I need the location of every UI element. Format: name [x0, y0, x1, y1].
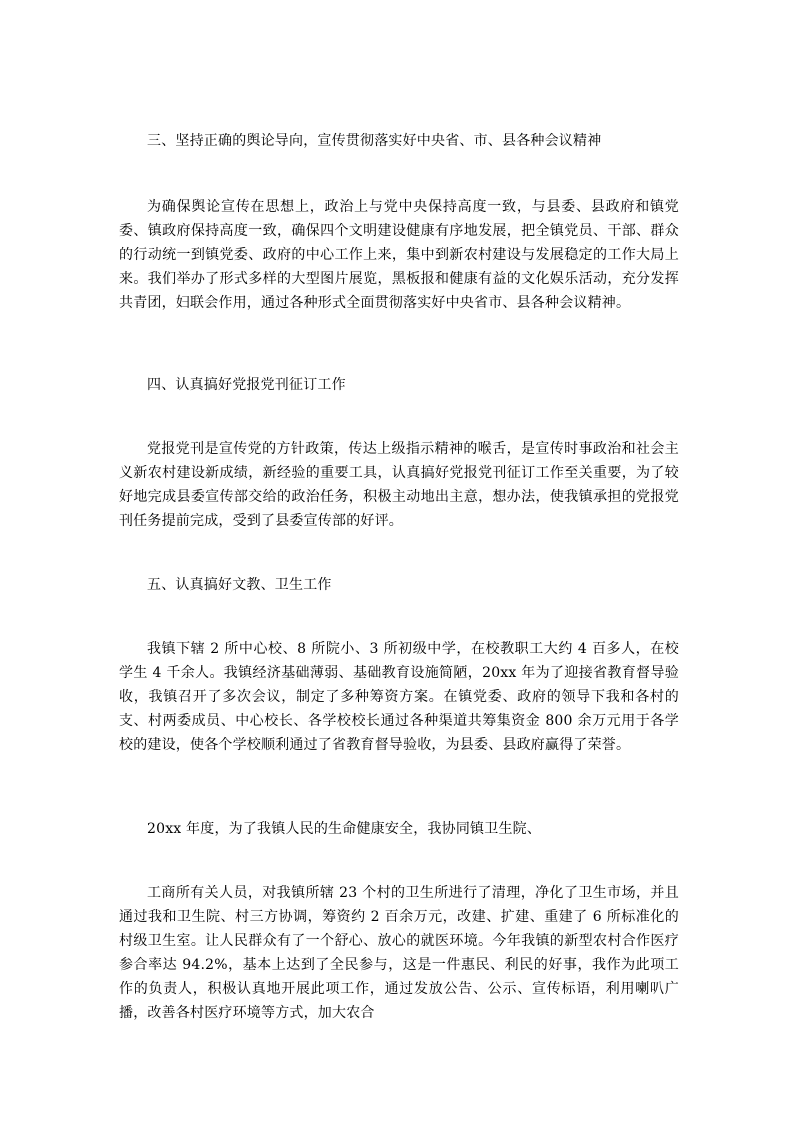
paragraph-party-newspapers: 党报党刊是宣传党的方针政策，传达上级指示精神的喉舌，是宣传时事政治和社会主义新农村建设新成绩，新经验的重要工具，认真搞好党报党刊征订工作至关重要，为了较好地完成县委宣传部交给的政治任务，积极主动地出主意，想办法，使我镇承担的党报党刊任务提前完成，受到了县委宣传部的好评。: [119, 441, 679, 529]
paragraph-public-opinion: 为确保舆论宣传在思想上，政治上与党中央保持高度一致，与县委、县政府和镇党委、镇政府保持高度一致，确保四个文明建设健康有序地发展，把全镇党员、干部、群众的行动统一到镇党委、政府的中心工作上来，集中到新农村建设与发展稳定的工作大局上来。我们举办了形式多样的大型图片展览，黑板报和健康有益的文化娱乐活动，充分发挥共青团，妇联会作用，通过各种形式全面贯彻落实好中央省市、县各种会议精神。: [119, 199, 679, 311]
section-heading-3: 三、坚持正确的舆论导向，宣传贯彻落实好中央省、市、县各种会议精神: [147, 133, 602, 149]
section-heading-5: 五、认真搞好文教、卫生工作: [147, 577, 332, 593]
paragraph-education: 我镇下辖 2 所中心校、8 所院小、3 所初级中学，在校教职工大约 4 百多人，在校学生 4 千余人。我镇经济基础薄弱、基础教育设施简陋，20xx 年为了迎接省教育督导验收，我镇召开了多次会议，制定了多种筹资方案。在镇党委、政府的领导下我和各村的支、村两委成员、中心校长、各学校校长通过各种渠道共筹集资金 800 余万元用于各学校的建设，使各个学校顺利通过了省教育督导验收，为县委、县政府赢得了荣誉。: [119, 641, 679, 753]
paragraph-health-intro: 20xx 年度，为了我镇人民的生命健康安全，我协同镇卫生院、: [147, 821, 542, 837]
paragraph-health-details: 工商所有关人员，对我镇所辖 23 个村的卫生所进行了清理，净化了卫生市场，并且通过我和卫生院、村三方协调，筹资约 2 百余万元，改建、扩建、重建了 6 所标准化的村级卫生室。让人民群众有了一个舒心、放心的就医环境。今年我镇的新型农村合作医疗参合率达 94.2%，基本上达到了全民参与，这是一件惠民、利民的好事，我作为此项工作的负责人，积极认真地开展此项工作，通过发放公告、公示、宣传标语，利用喇叭广播，改善各村医疗环境等方式，加大农合: [119, 885, 679, 1021]
section-heading-4: 四、认真搞好党报党刊征订工作: [147, 377, 346, 393]
